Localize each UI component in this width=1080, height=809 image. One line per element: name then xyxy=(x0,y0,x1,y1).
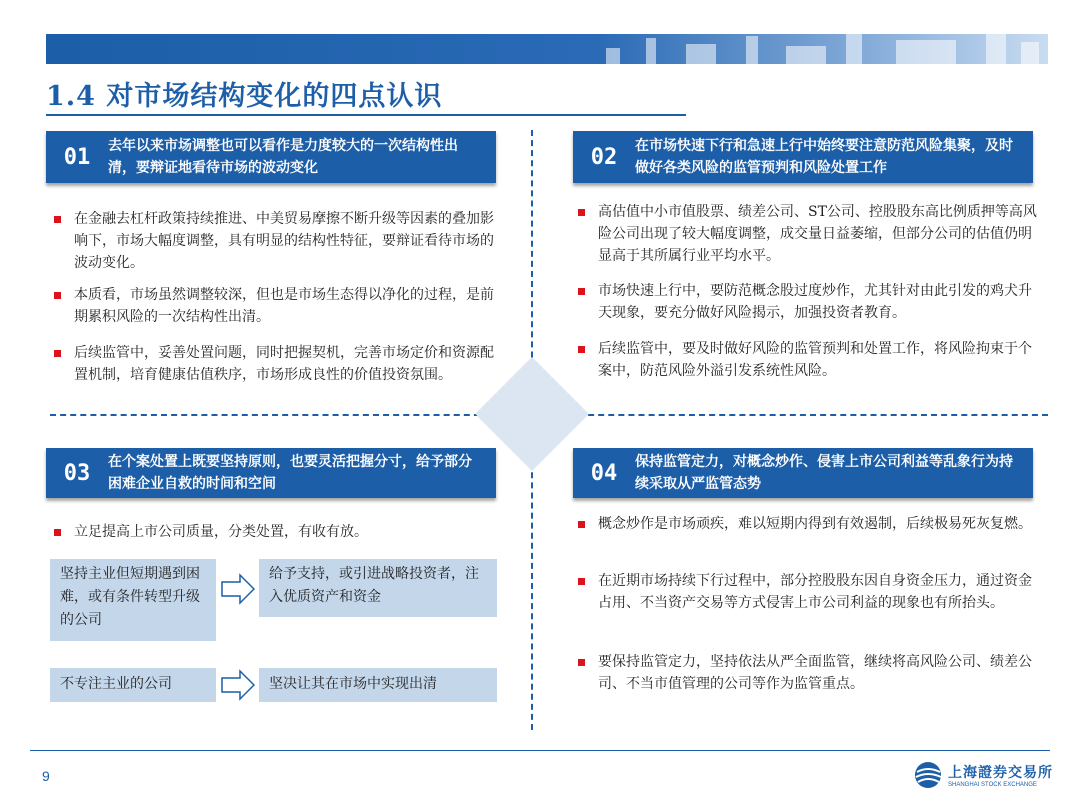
section-03-heading: 在个案处置上既要坚持原则，也要灵活把握分寸，给予部分困难企业自救的时间和空间 xyxy=(108,448,496,498)
section-03-number: 03 xyxy=(46,448,108,498)
title-underline xyxy=(46,114,686,116)
bullet-square-icon xyxy=(578,578,585,585)
flow-2-target-box: 坚决让其在市场中实现出清 xyxy=(259,668,497,702)
horizontal-divider-right xyxy=(578,414,1048,416)
footer-divider xyxy=(30,750,1050,751)
section-03-header xyxy=(46,448,496,498)
bullet-square-icon xyxy=(54,216,61,223)
section-04-header xyxy=(573,448,1033,498)
bullet-square-icon xyxy=(54,350,61,357)
section-01-bullet: 本质看，市场虽然调整较深，但也是市场生态得以净化的过程，是前期累积风险的一次结构性出清。 xyxy=(54,284,494,328)
section-01-bullet: 后续监管中，妥善处置问题，同时把握契机，完善市场定价和资源配置机制，培育健康估值秩序，市场形成良性的价值投资氛围。 xyxy=(54,342,494,386)
section-04-bullet: 要保持监管定力，坚持依法从严全面监管，继续将高风险公司、绩差公司、不当市值管理的公司等作为监管重点。 xyxy=(578,651,1038,695)
section-04-bullet: 在近期市场持续下行过程中，部分控股股东因自身资金压力，通过资金占用、不当资产交易等方式侵害上市公司利益的现象也有所抬头。 xyxy=(578,570,1038,614)
horizontal-divider-left xyxy=(50,414,490,416)
bullet-square-icon xyxy=(578,659,585,666)
flow-2-source-box: 不专注主业的公司 xyxy=(50,668,216,702)
right-arrow-icon xyxy=(220,573,256,605)
sse-logo xyxy=(912,760,1053,790)
section-02-bullet: 后续监管中，要及时做好风险的监管预判和处置工作，将风险拘束于个案中，防范风险外溢引发系统性风险。 xyxy=(578,338,1038,382)
bullet-square-icon xyxy=(578,346,585,353)
section-04-bullet: 概念炒作是市场顽疾，难以短期内得到有效遏制，后续极易死灰复燃。 xyxy=(578,513,1038,535)
section-02-header xyxy=(573,131,1033,183)
section-04-number: 04 xyxy=(573,448,635,498)
page-title: 1.4 对市场结构变化的四点认识 xyxy=(46,81,443,112)
flow-1-target-box: 给予支持，或引进战略投资者，注入优质资产和资金 xyxy=(259,559,497,617)
section-01-bullet: 在金融去杠杆政策持续推进、中美贸易摩擦不断升级等因素的叠加影响下，市场大幅度调整，具有明显的结构性特征，要辩证看待市场的波动变化。 xyxy=(54,208,494,274)
bullet-square-icon xyxy=(578,521,585,528)
logo-english-name: SHANGHAI STOCK EXCHANGE xyxy=(948,782,1037,788)
section-01-heading: 去年以来市场调整也可以看作是力度较大的一次结构性出清，要辩证地看待市场的波动变化 xyxy=(108,131,496,183)
section-04-heading: 保持监管定力，对概念炒作、侵害上市公司利益等乱象行为持续采取从严监管态势 xyxy=(635,448,1033,498)
section-02-heading: 在市场快速下行和急速上行中始终要注意防范风险集聚，及时做好各类风险的监管预判和风险处置工作 xyxy=(635,131,1033,183)
header-banner xyxy=(46,34,1048,64)
section-01-number: 01 xyxy=(46,131,108,183)
sse-emblem-icon xyxy=(912,760,944,790)
flow-1-source-box: 坚持主业但短期遇到困难，或有条件转型升级的公司 xyxy=(50,559,216,641)
logo-chinese-name: 上海證券交易所 xyxy=(948,765,1053,781)
section-02-bullet: 高估值中小市值股票、绩差公司、ST公司、控股股东高比例质押等高风险公司出现了较大幅度调整，成交量日益萎缩，但部分公司的估值仍明显高于其所属行业平均水平。 xyxy=(578,201,1038,267)
section-02-number: 02 xyxy=(573,131,635,183)
section-01-header xyxy=(46,131,496,183)
page-number: 9 xyxy=(42,768,50,784)
section-02-bullet: 市场快速上行中，要防范概念股过度炒作，尤其针对由此引发的鸡犬升天现象，要充分做好风险揭示，加强投资者教育。 xyxy=(578,280,1038,324)
right-arrow-icon xyxy=(220,669,256,701)
bullet-square-icon xyxy=(578,288,585,295)
section-03-bullet: 立足提高上市公司质量，分类处置，有收有放。 xyxy=(54,521,494,543)
bullet-square-icon xyxy=(54,292,61,299)
bullet-square-icon xyxy=(578,209,585,216)
bullet-square-icon xyxy=(54,529,61,536)
